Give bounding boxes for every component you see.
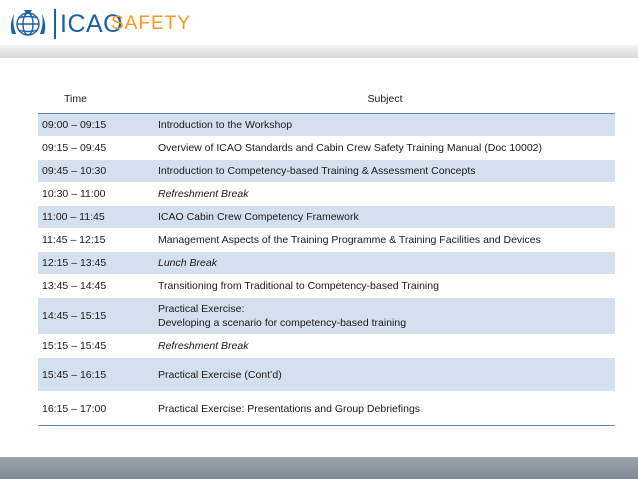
time-cell: 09:00 – 09:15 xyxy=(38,114,155,137)
time-cell: 16:15 – 17:00 xyxy=(38,392,155,426)
header-bar xyxy=(0,45,638,58)
table-row xyxy=(38,137,615,160)
subject-line: Developing a scenario for competency-based training xyxy=(158,317,407,329)
table-header-row xyxy=(38,85,615,114)
subject-cell: Refreshment Break xyxy=(155,183,615,206)
table-row xyxy=(38,183,615,206)
brand-name: ICAO xyxy=(60,10,124,38)
table-row xyxy=(38,275,615,298)
time-cell: 15:15 – 15:45 xyxy=(38,335,155,358)
time-cell: 09:15 – 09:45 xyxy=(38,137,155,160)
time-cell: 12:15 – 13:45 xyxy=(38,252,155,275)
subject-cell: ICAO Cabin Crew Competency Framework xyxy=(155,206,615,229)
header xyxy=(0,0,638,60)
time-cell: 09:45 – 10:30 xyxy=(38,160,155,183)
time-cell: 14:45 – 15:15 xyxy=(38,298,155,335)
table-row xyxy=(38,392,615,426)
logo-divider xyxy=(54,9,56,39)
table-row xyxy=(38,160,615,183)
subject-cell: Practical Exercise: Presentations and Group Debriefings xyxy=(155,392,615,426)
table-row xyxy=(38,229,615,252)
subject-line: Practical Exercise: xyxy=(158,303,245,315)
table-row xyxy=(38,298,615,335)
subject-cell: Introduction to Competency-based Training & Assessment Concepts xyxy=(155,160,615,183)
subject-cell: Refreshment Break xyxy=(155,335,615,358)
table-row xyxy=(38,335,615,358)
time-cell: 15:45 – 16:15 xyxy=(38,358,155,392)
brand-program: SAFETY xyxy=(111,13,191,34)
subject-cell: Practical Exercise (Cont’d) xyxy=(155,358,615,392)
table-row xyxy=(38,358,615,392)
time-cell: 10:30 – 11:00 xyxy=(38,183,155,206)
footer-bar xyxy=(0,457,638,479)
table-row xyxy=(38,206,615,229)
subject-cell: Introduction to the Workshop xyxy=(155,114,615,137)
table-row xyxy=(38,252,615,275)
subject-column-header: Subject xyxy=(155,85,615,114)
subject-cell: Lunch Break xyxy=(155,252,615,275)
time-cell: 13:45 – 14:45 xyxy=(38,275,155,298)
subject-cell xyxy=(155,298,615,335)
subject-cell: Management Aspects of the Training Programme & Training Facilities and Devices xyxy=(155,229,615,252)
icao-emblem-icon xyxy=(6,4,50,44)
time-column-header: Time xyxy=(38,85,155,114)
table-row xyxy=(38,114,615,137)
time-cell: 11:45 – 12:15 xyxy=(38,229,155,252)
time-cell: 11:00 – 11:45 xyxy=(38,206,155,229)
subject-cell: Overview of ICAO Standards and Cabin Crew Safety Training Manual (Doc 10002) xyxy=(155,137,615,160)
subject-cell: Transitioning from Traditional to Competency-based Training xyxy=(155,275,615,298)
agenda-table xyxy=(38,85,615,426)
